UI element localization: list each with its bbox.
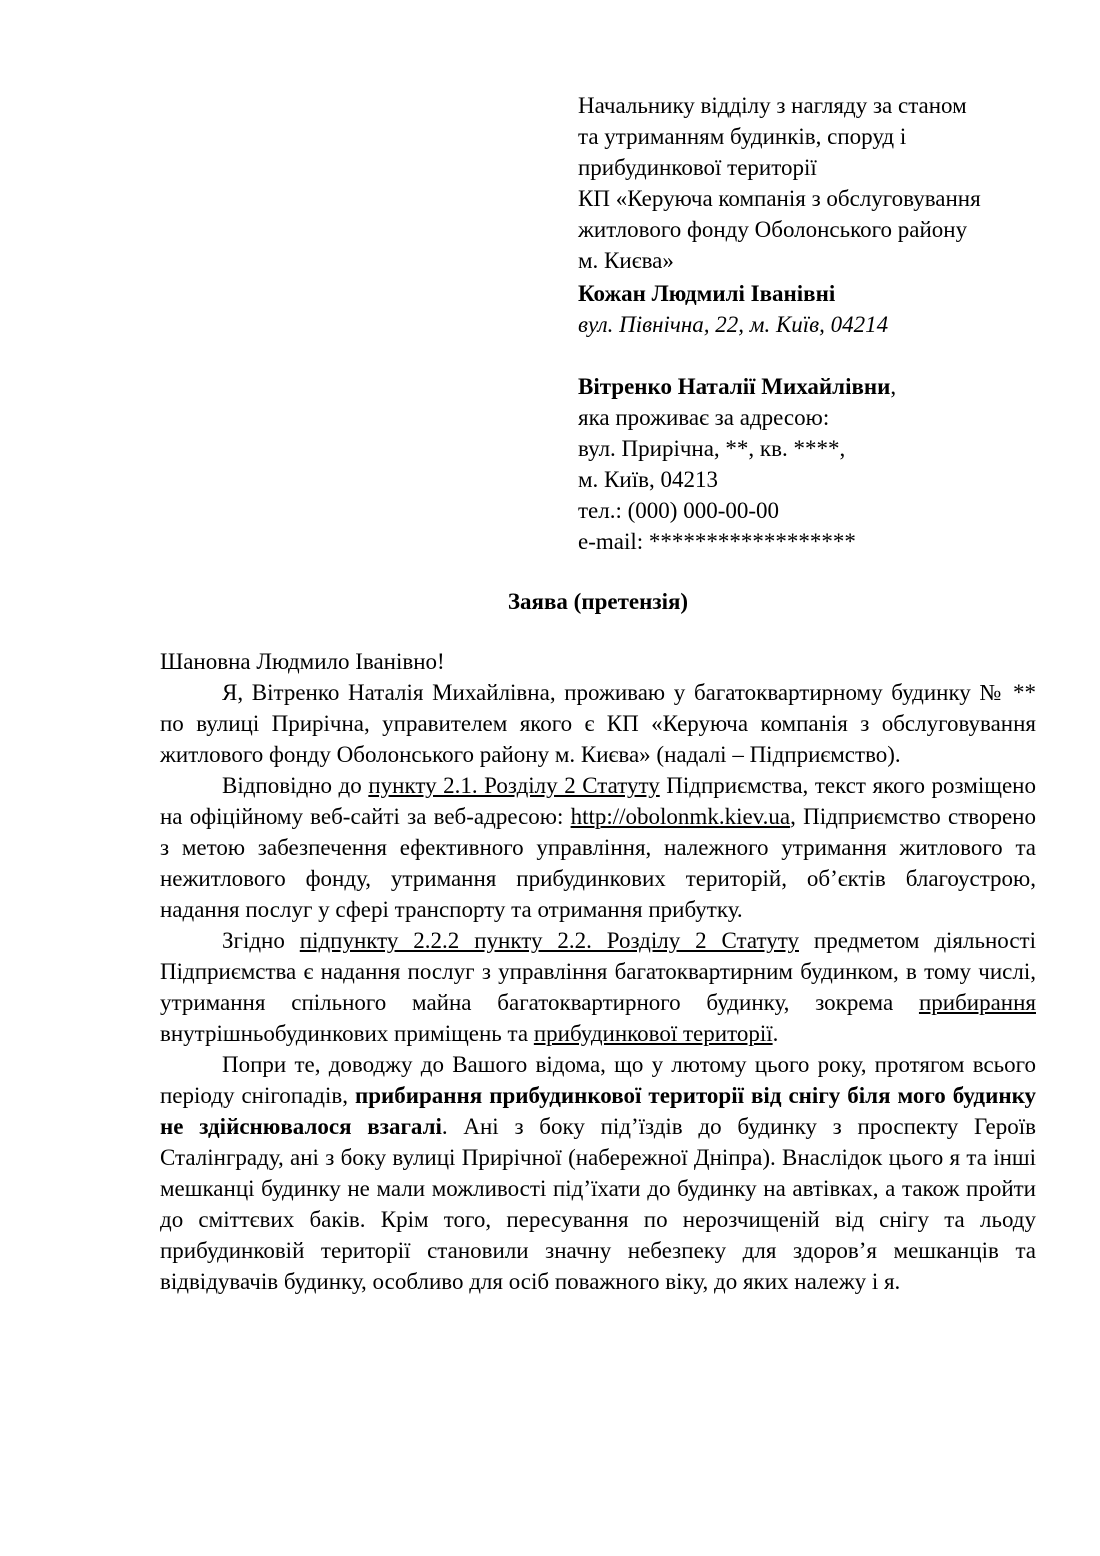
statute-reference: підпункту 2.2.2 пункту 2.2. Розділу 2 Статуту bbox=[299, 928, 799, 953]
paragraph-run: Я, Вітренко Наталія Михайлівна, проживаю у багатоквартирному будинку № ** по вулиці Прирічна, управителем якого є КП «Керуюча компанія з обслуговування житлового фонду Оболонського району м. Києва» (надалі – Підприємство). bbox=[160, 680, 1036, 767]
recipient-line: Начальнику відділу з нагляду за станом bbox=[578, 93, 967, 118]
sender-email-line: e-mail: ****************** bbox=[578, 529, 856, 554]
paragraph-2 bbox=[160, 770, 1036, 925]
paragraph-run: Згідно bbox=[222, 928, 300, 953]
underlined-term: прибудинкової території bbox=[533, 1021, 773, 1046]
blank-line bbox=[160, 617, 1036, 646]
paragraph-run: , Підприємство створено з метою забезпечення ефективного управління, належного утримання житлового та нежитлового фонду, утримання прибудинкових територій, об’єктів благоустрою, надання послуг у сфері транспорту та отримання прибутку. bbox=[160, 804, 1036, 922]
salutation: Шановна Людмило Іванівно! bbox=[160, 649, 445, 674]
paragraph-run: . Ані з боку під’їздів до будинку з проспекту Героїв Сталінграду, ані з боку вулиці Прирічної (набережної Дніпра). Внаслідок цього я та інші мешканці будинку не мали можливості під’їхати до будинку на автівках, а також пройти до сміттєвих баків. Крім того, пересування по нерозчищеній від снігу та льоду прибудинковій території становили значну небезпеку для здоров’я мешканців та відвідувачів будинку, особливо для осіб поважного віку, до яких належу і я. bbox=[160, 1114, 1036, 1294]
blank-line bbox=[160, 557, 1036, 586]
sender-line: м. Київ, 04213 bbox=[578, 467, 718, 492]
paragraph-run: Підприємства, текст якого розміщено на офіційному веб-сайті за веб-адресою: bbox=[160, 773, 1036, 829]
paragraph-3 bbox=[160, 925, 1036, 1049]
paragraph-run: Попри те, доводжу до Вашого відома, що у лютому цього року, протягом всього періоду снігопадів, bbox=[160, 1052, 1036, 1108]
recipient-line: житлового фонду Оболонського району bbox=[578, 217, 968, 242]
underlined-term: прибирання bbox=[918, 990, 1036, 1015]
recipient-person-name: Кожан Людмилі Іванівні bbox=[578, 281, 836, 306]
paragraph-run: предметом діяльності Підприємства є надання послуг з управління багатоквартирним будинком, в тому числі, утримання спільного майна багатоквартирного будинку, зокрема bbox=[160, 928, 1036, 1015]
website-url: http://obolonmk.kiev.ua bbox=[570, 804, 791, 829]
document-title: Заява (претензія) bbox=[507, 589, 689, 614]
sender-line: вул. Прирічна, **, кв. ****, bbox=[578, 436, 846, 461]
emphasized-claim: прибирання прибудинкової території від снігу біля мого будинку не здійснювалося взагалі bbox=[160, 1083, 1036, 1139]
paragraph-run: внутрішньобудинкових приміщень та bbox=[160, 1021, 534, 1046]
sender-address-block bbox=[578, 371, 1036, 557]
recipient-line: та утриманням будинків, споруд і bbox=[578, 124, 907, 149]
sender-name-suffix: , bbox=[890, 374, 897, 399]
paragraph-4 bbox=[160, 1049, 1036, 1297]
sender-phone-line: тел.: (000) 000-00-00 bbox=[578, 498, 780, 523]
recipient-line: прибудинкової території bbox=[578, 155, 817, 180]
sender-name-line bbox=[578, 371, 1036, 402]
recipient-line: м. Києва» bbox=[578, 248, 674, 273]
sender-line: яка проживає за адресою: bbox=[578, 405, 830, 430]
recipient-person-address: вул. Північна, 22, м. Київ, 04214 bbox=[578, 312, 889, 337]
sender-name: Вітренко Наталії Михайлівни bbox=[578, 374, 891, 399]
recipient-address-block bbox=[578, 90, 1036, 557]
paragraph-run: . bbox=[772, 1021, 779, 1046]
paragraph-1 bbox=[160, 677, 1036, 770]
blank-line bbox=[578, 340, 1036, 371]
paragraph-run: Відповідно до bbox=[222, 773, 369, 798]
statute-reference: пункту 2.1. Розділу 2 Статуту bbox=[368, 773, 660, 798]
recipient-line: КП «Керуюча компанія з обслуговування bbox=[578, 186, 981, 211]
